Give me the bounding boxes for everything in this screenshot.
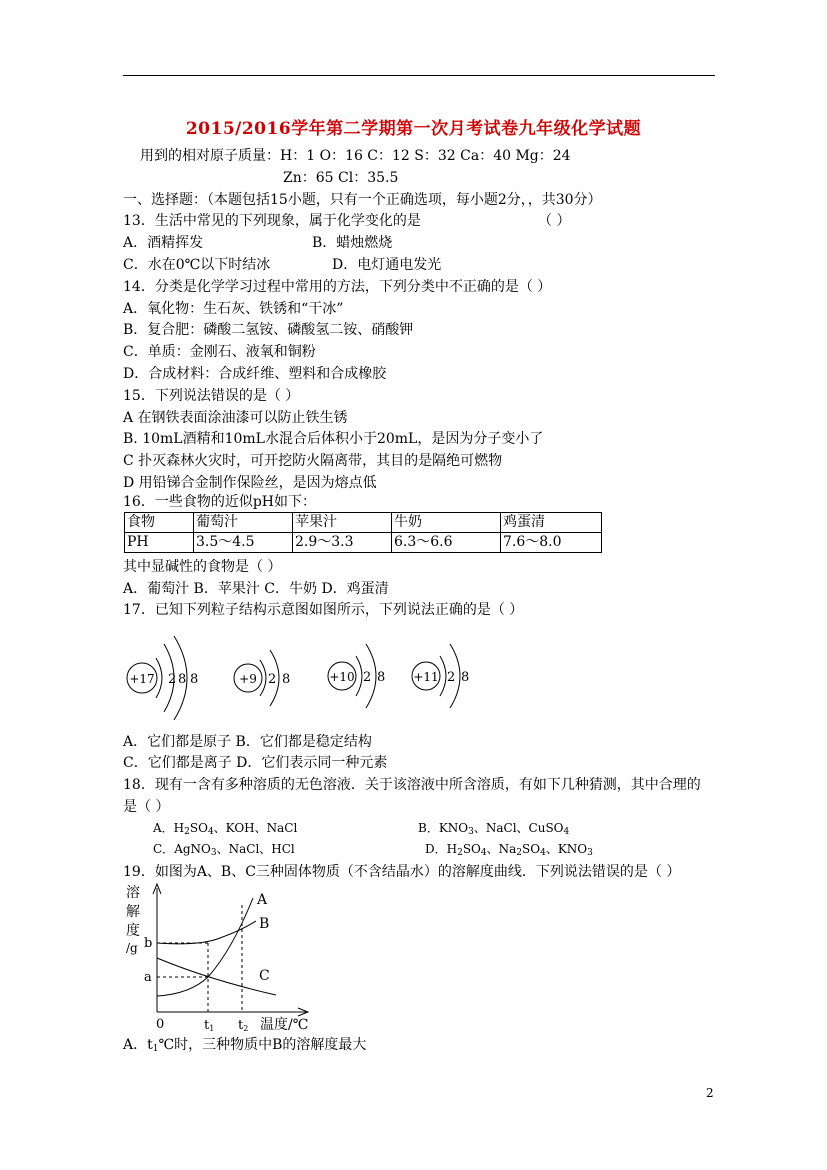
option-label: B．: [418, 821, 439, 835]
shell-electron-count: 8: [377, 670, 386, 685]
ph-table: [124, 512, 602, 553]
q18-option-d: [425, 840, 593, 858]
formula-part: 、Na: [486, 842, 517, 856]
formula-subscript: 3: [468, 827, 474, 837]
q15-option-d: D 用铅锑合金制作保险丝，是因为熔点低: [123, 475, 377, 491]
q16-options: A．葡萄汁 B．苹果汁 C．牛奶 D．鸡蛋清: [123, 581, 389, 597]
formula-subscript: 3: [210, 848, 217, 858]
q15-stem: 15．下列说法错误的是（ ）: [123, 388, 300, 404]
option-subscript: 1: [152, 1044, 159, 1054]
q14-stem: 14．分类是化学学习过程中常用的方法，下列分类中不正确的是（ ）: [123, 279, 552, 295]
table-cell: 2.9～3.3: [293, 533, 392, 553]
formula-subscript: 3: [587, 848, 593, 858]
table-cell: 苹果汁: [293, 513, 392, 533]
q13-option-b: B．蜡烛燃烧: [312, 235, 393, 251]
shell-electron-count: 8: [190, 672, 199, 687]
q14-option-c: C．单质：金刚石、液氧和铜粉: [123, 344, 316, 360]
page-title: 2015/2016学年第二学期第一次月考试卷九年级化学试题: [185, 119, 642, 139]
shell-electron-count: 8: [282, 672, 291, 687]
q19-stem: 19．如图为A、B、C三种固体物质（不含结晶水）的溶解度曲线．下列说法错误的是（ ）: [123, 864, 681, 880]
nucleus-charge: +17: [129, 672, 155, 686]
y-axis-label-char: 解: [126, 904, 140, 920]
q17-stem: 17．已知下列粒子结构示意图如图所示，下列说法正确的是（ ）: [123, 602, 524, 618]
formula-subscript: 4: [563, 827, 570, 837]
q18-stem-line-2: 是（ ）: [123, 799, 170, 815]
formula-part: SO: [462, 842, 481, 856]
formula-subscript: 4: [207, 827, 214, 837]
table-row: [125, 533, 602, 553]
curve-a-label: A: [257, 892, 268, 908]
header-rule: [123, 75, 715, 76]
nucleus-charge: +9: [239, 672, 257, 686]
formula-part: SO: [189, 821, 208, 835]
q18-stem-line-1: 18．现有一含有多种溶质的无色溶液．关于该溶液中所含溶质，有如下几种猜测，其中合理的: [123, 777, 701, 793]
q18-option-c: [153, 840, 295, 858]
electron-shell-arc: [260, 660, 266, 696]
t1-tick-label: t1: [204, 1018, 215, 1033]
formula-part: SO: [522, 842, 541, 856]
formula-part: H: [173, 821, 185, 835]
shell-electron-count: 8: [461, 670, 470, 685]
table-cell: 鸡蛋清: [501, 513, 602, 533]
particle-diagram-4: [412, 644, 469, 708]
option-text: ℃时，三种物质中B的溶解度最大: [158, 1037, 367, 1053]
q16-stem: 16．一些食物的近似pH如下：: [123, 494, 316, 510]
q13-stem: 13．生活中常见的下列现象，属于化学变化的是: [123, 213, 421, 229]
q13-option-a: A．酒精挥发: [123, 235, 204, 251]
table-cell: 食物: [125, 513, 194, 533]
origin-label: 0: [156, 1017, 165, 1032]
q13-option-c: C．水在0℃以下时结冰: [123, 257, 271, 273]
formula-part: H: [446, 842, 458, 856]
q15-option-c: C 扑灭森林火灾时，可开挖防火隔离带，其目的是隔绝可燃物: [123, 453, 503, 469]
atomic-mass-line-2: Zn：65 Cl：35.5: [283, 170, 399, 186]
q14-option-b: B．复合肥：磷酸二氢铵、磷酸氢二铵、硝酸钾: [123, 322, 414, 338]
shell-electron-count: 8: [178, 672, 187, 687]
formula-part: 、KOH、NaCl: [213, 821, 298, 835]
shell-electron-count: 2: [447, 670, 456, 685]
y-axis-label-char: /g: [126, 941, 138, 955]
shell-electron-count: 2: [363, 670, 372, 685]
table-cell: 葡萄汁: [194, 513, 293, 533]
q19-option-a: [123, 1035, 366, 1055]
particle-diagram-3: [328, 644, 385, 708]
formula-part: 、NaCl、CuSO: [473, 821, 564, 835]
q14-option-a: A．氧化物：生石灰、铁锈和“干冰”: [123, 301, 344, 317]
table-cell: 7.6～8.0: [501, 533, 602, 553]
formula-subscript: 4: [540, 848, 546, 858]
option-label: D．: [425, 842, 447, 856]
formula-part: AgNO: [174, 842, 211, 856]
a-tick-label: a: [144, 970, 152, 985]
q13-answer-paren: （ ）: [538, 213, 571, 229]
table-row: [125, 513, 602, 533]
y-axis-label-char: 度: [126, 923, 140, 939]
x-axis-label: 温度/℃: [260, 1017, 309, 1033]
table-cell: PH: [125, 533, 194, 553]
formula-part: KNO: [438, 821, 469, 835]
table-cell: 6.3～6.6: [392, 533, 501, 553]
section-heading: 一、选择题：（本题包括15小题，只有一个正确选项，每小题2分，，共30分）: [123, 192, 602, 208]
option-text: A．t: [123, 1037, 153, 1053]
shell-electron-count: 2: [268, 672, 277, 687]
nucleus-charge: +11: [413, 670, 439, 684]
option-label: A．: [153, 821, 174, 835]
table-cell: 牛奶: [392, 513, 501, 533]
table-cell: 3.5～4.5: [194, 533, 293, 553]
particle-structure-diagrams: [120, 622, 490, 722]
y-axis-label-char: 溶: [126, 885, 140, 901]
curve-c-label: C: [259, 968, 270, 984]
formula-subscript: 2: [184, 827, 190, 837]
formula-subscript: 2: [457, 848, 463, 858]
atomic-mass-line-1: 用到的相对原子质量：H：1 O：16 C：12 S：32 Ca：40 Mg：24: [140, 148, 571, 164]
q13-option-d: D．电灯通电发光: [332, 257, 442, 273]
formula-part: 、NaCl、HCl: [216, 842, 295, 856]
nucleus-charge: +10: [329, 670, 355, 684]
q14-option-d: D．合成材料：合成纤维、塑料和合成橡胶: [123, 366, 387, 382]
shell-electron-count: 2: [168, 672, 177, 687]
q15-option-a: A 在钢铁表面涂油漆可以防止铁生锈: [123, 410, 348, 426]
solubility-curve-diagram: [120, 880, 320, 1038]
option-label: C．: [153, 842, 175, 856]
t2-tick-label: t2: [238, 1018, 249, 1033]
q18-option-a: [153, 819, 297, 837]
q16-follow: 其中显碱性的食物是（ ）: [123, 559, 282, 575]
formula-subscript: 4: [480, 848, 487, 858]
page-number: 2: [706, 1086, 714, 1100]
q17-options-ab: A．它们都是原子 B．它们都是稳定结构: [123, 734, 372, 750]
particle-diagram-1: [127, 636, 198, 720]
formula-subscript: 2: [516, 848, 523, 858]
curve-b-label: B: [259, 916, 270, 932]
q18-option-b: [418, 819, 569, 837]
b-tick-label: b: [144, 936, 153, 951]
electron-shell-arc: [440, 656, 446, 696]
electron-shell-arc: [356, 656, 362, 696]
formula-part: 、KNO: [545, 842, 588, 856]
q15-option-b: B. 10mL酒精和10mL水混合后体积小于20mL，是因为分子变小了: [123, 431, 544, 447]
particle-diagram-2: [234, 650, 290, 706]
q17-options-cd: C．它们都是离子 D．它们表示同一种元素: [123, 755, 388, 771]
curve-a: [157, 898, 253, 996]
